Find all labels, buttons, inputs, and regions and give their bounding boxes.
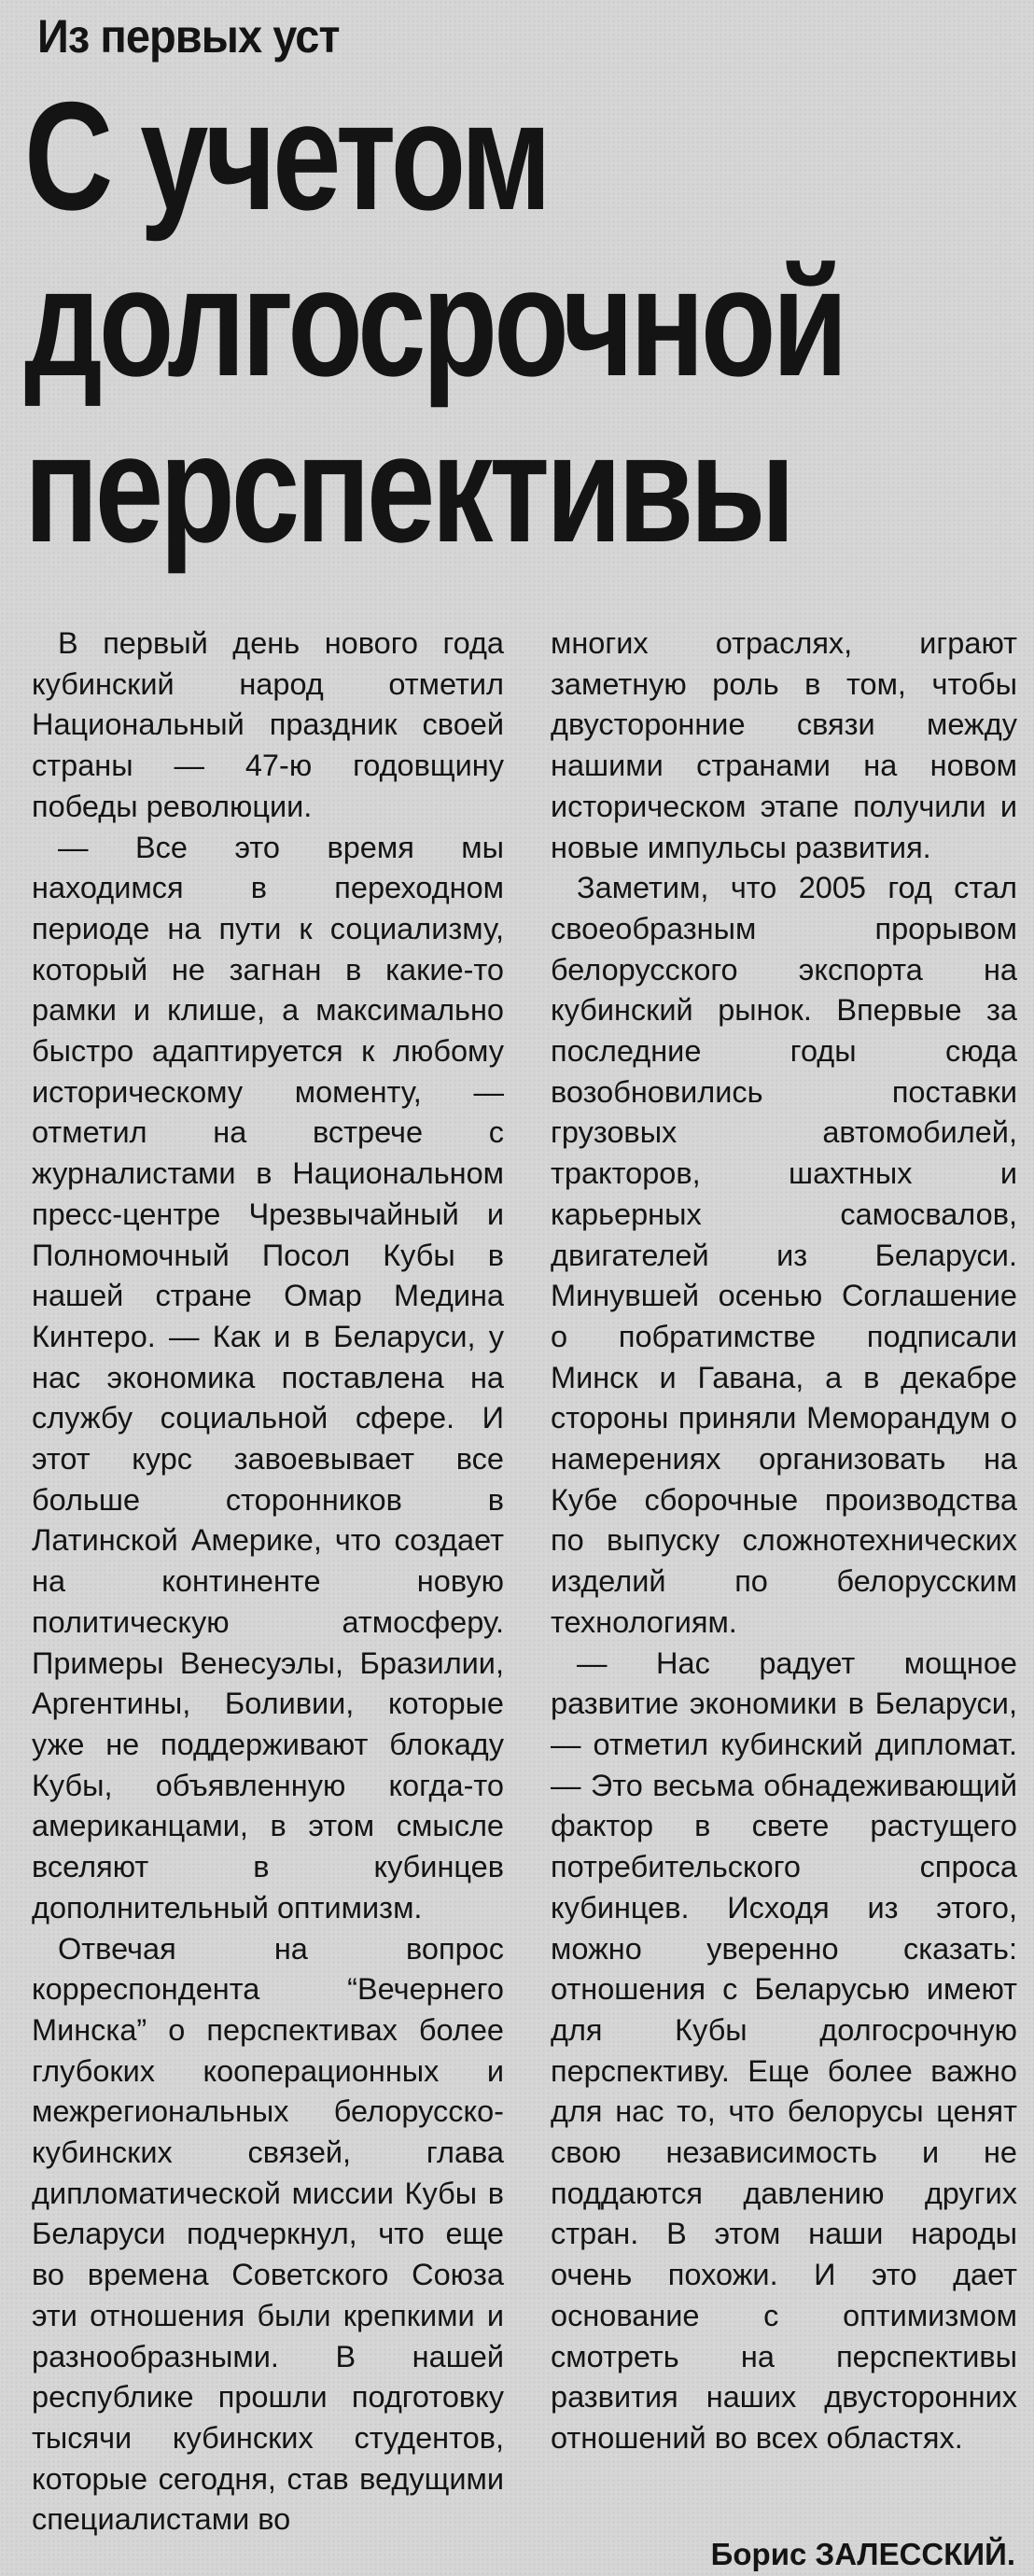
article-paragraph-4: многих отраслях, играют заметную роль в том, чтобы двусторонние связи между нашими странами на новом историческом этапе получили и новые импульсы развития. [551,626,1017,864]
article-paragraph-5: Заметим, что 2005 год стал своеобразным прорывом белорусского экспорта на кубинский рынок. Впервые за последние годы сюда возобновились поставки грузовых автомобилей, тракторов, шахтных и карьерных самосвалов, двигателей из Беларуси. Минувшей осенью Соглашение о побратимстве подписали Минск и Гавана, а в декабре стороны приняли Меморандум о намерениях организовать на Кубе сборочные производства по выпуску сложнотехнических изделий по белорусским технологиям. [551,871,1017,1639]
article-paragraph-6: — Нас радует мощное развитие экономики в Беларуси, — отметил кубинский дипломат. — Это весьма обнадеживающий фактор в свете растущего потребительского спроса кубинцев. Исходя из этого, можно уверенно сказать: отношения с Беларусью имеют для Кубы долгосрочную перспективу. Еще более важно для нас то, что белорусы ценят свою независимость и не поддаются давлению других стран. В этом наши народы очень похожи. И это дает основание с оптимизмом смотреть на перспективы развития наших двусторонних отношений во всех областях. [551,1645,1017,2455]
headline-line-3: перспективы [24,402,792,574]
author-byline: Борис ЗАЛЕССКИЙ. [710,2537,1015,2571]
headline-line-1: С учетом [24,70,549,242]
article-paragraph-1: В первый день нового года кубинский народ отметил Национальный праздник своей страны — 47-ю годовщину победы революции. [32,626,504,823]
article-paragraph-2: — Все это время мы находимся в переходном периоде на пути к социализму, который не загнан в какие-то рамки и клише, а максимально быстро адаптируется к любому историческому моменту, — отметил на встрече с журналистами в Национальном пресс-центре Чрезвычайный и Полномочный Посол Кубы в нашей стране Омар Медина Кинтеро. — Как и в Беларуси, у нас экономика поставлена на службу социальной сфере. И этот курс завоевывает все больше сторонников в Латинской Америке, что создает на континенте новую политическую атмосферу. Примеры Венесуэлы, Бразилии, Аргентины, Боливии, которые уже не поддерживают блокаду Кубы, объявленную когда-то американцами, в этом смысле вселяют в кубинцев дополнительный оптимизм. [32,830,504,1925]
article-column-right [551,623,1017,2459]
headline [24,70,845,574]
article-paragraph-3: Отвечая на вопрос корреспондента “Вечернего Минска” о перспективах более глубоких кооперационных и межрегиональных белорусско-кубинских связей, глава дипломатической миссии Кубы в Беларуси подчеркнул, что еще во времена Советского Союза эти отношения были крепкими и разнообразными. В нашей республике прошли подготовку тысячи кубинских студентов, которые сегодня, став ведущими специалистами во [32,1931,504,2537]
article-column-left [32,623,504,2541]
rubric-label: Из первых уст [37,10,340,63]
headline-line-2: долгосрочной [24,236,845,408]
